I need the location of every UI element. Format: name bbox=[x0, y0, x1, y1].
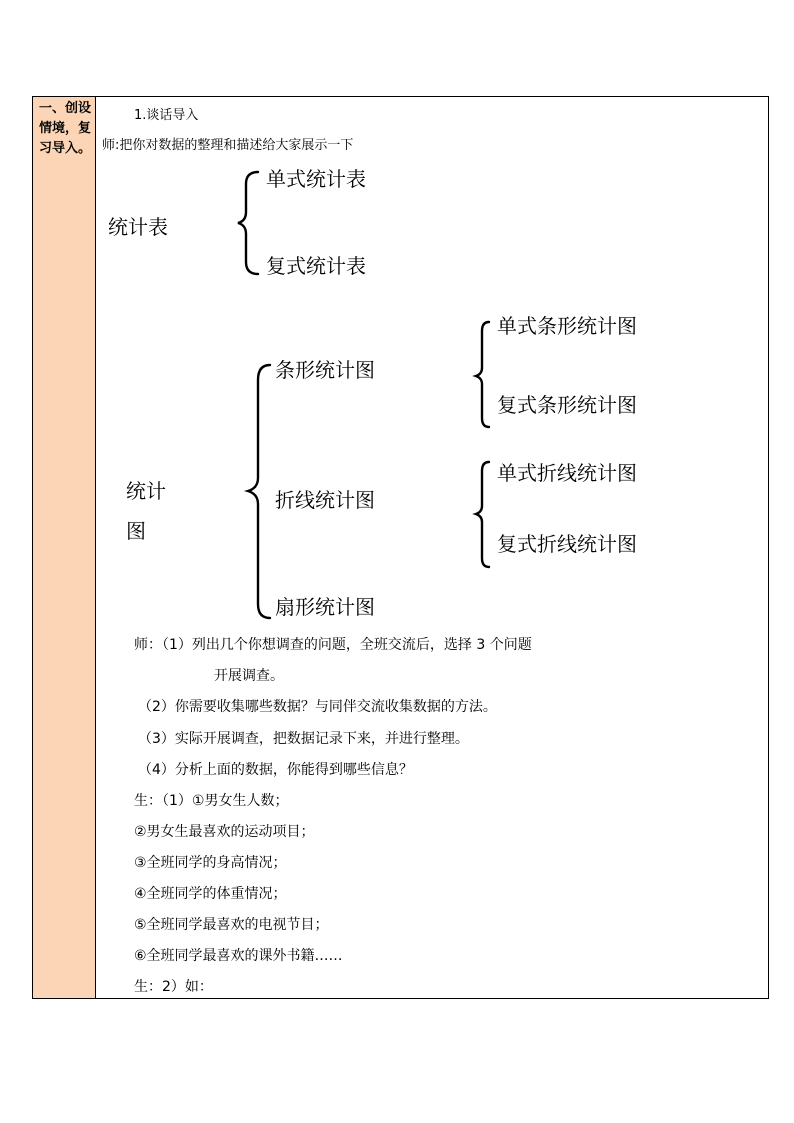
question-4: （4）分析上面的数据，你能得到哪些信息？ bbox=[138, 762, 413, 778]
answer-6: ⑥全班同学最喜欢的课外书籍…… bbox=[134, 948, 343, 964]
single-table-item: 单式统计表 bbox=[266, 167, 366, 191]
answer-7: 生：2）如： bbox=[134, 979, 213, 995]
brace-stat-table bbox=[238, 172, 258, 274]
question-1b: 开展调查。 bbox=[214, 668, 284, 684]
question-1a: 师：（1）列出几个你想调查的问题，全班交流后，选择 3 个问题 bbox=[134, 637, 532, 653]
brace-line-chart bbox=[476, 462, 489, 567]
single-line-item: 单式折线统计图 bbox=[497, 461, 637, 485]
stat-chart-label-2: 图 bbox=[126, 519, 146, 543]
section-title: 一、创设情境，复习导入。 bbox=[39, 101, 92, 156]
line-chart-item: 折线统计图 bbox=[275, 488, 375, 512]
compound-table-item: 复式统计表 bbox=[266, 254, 366, 278]
question-2: （2）你需要收集哪些数据？与同伴交流收集数据的方法。 bbox=[138, 699, 497, 715]
answer-2: ②男女生最喜欢的运动项目； bbox=[134, 824, 315, 840]
single-bar-item: 单式条形统计图 bbox=[497, 314, 637, 338]
bar-chart-item: 条形统计图 bbox=[275, 358, 375, 382]
stat-table-label: 统计表 bbox=[108, 215, 168, 239]
pie-chart-item: 扇形统计图 bbox=[275, 595, 375, 619]
question-3: （3）实际开展调查，把数据记录下来，并进行整理。 bbox=[138, 731, 469, 747]
compound-line-item: 复式折线统计图 bbox=[497, 532, 637, 556]
answer-3: ③全班同学的身高情况； bbox=[134, 855, 287, 871]
stat-chart-label-1: 统计 bbox=[126, 479, 166, 503]
teacher-line: 师:把你对数据的整理和描述给大家展示一下 bbox=[102, 138, 354, 153]
intro-heading: 1.谈话导入 bbox=[134, 108, 199, 123]
answer-1: 生：（1）①男女生人数； bbox=[134, 793, 289, 809]
answer-5: ⑤全班同学最喜欢的电视节目； bbox=[134, 917, 329, 933]
answer-4: ④全班同学的体重情况； bbox=[134, 886, 287, 902]
compound-bar-item: 复式条形统计图 bbox=[497, 393, 637, 417]
brace-stat-chart bbox=[248, 365, 270, 618]
brace-bar-chart bbox=[476, 322, 489, 427]
